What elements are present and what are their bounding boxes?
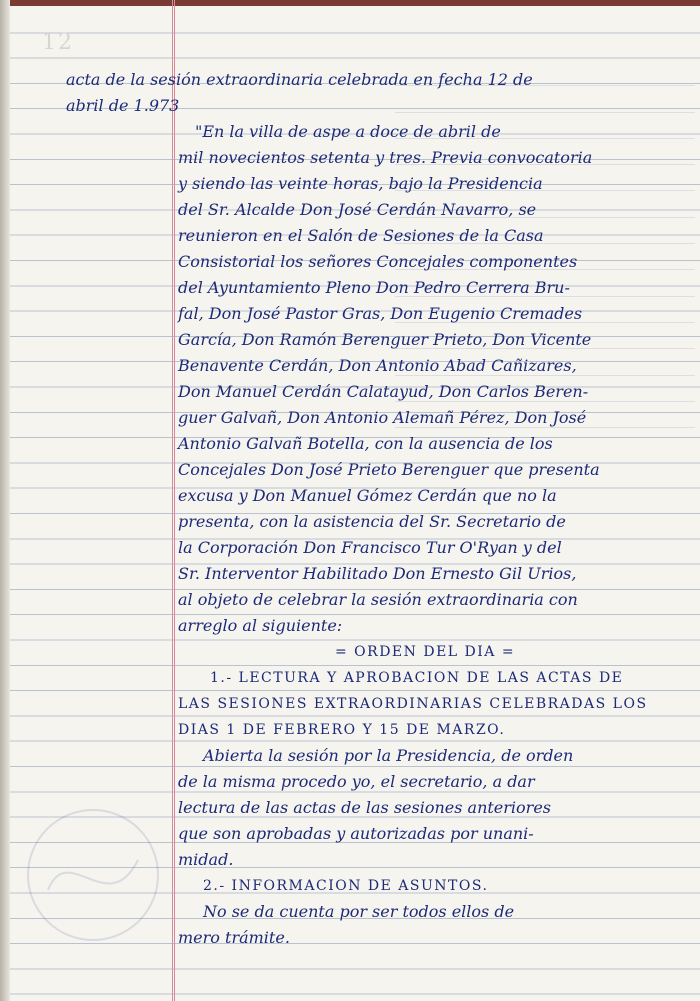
text-line: de la misma procedo yo, el secretario, a dar: [178, 772, 535, 791]
text-line: No se da cuenta por ser todos ellos de: [203, 902, 515, 921]
text-line: Abierta la sesión por la Presidencia, de orden: [203, 746, 574, 765]
text-line: del Sr. Alcalde Don José Cerdán Navarro, se: [178, 200, 537, 219]
text-line: guer Galvañ, Don Antonio Alemañ Pérez, Don José: [178, 408, 587, 427]
text-line: arreglo al siguiente:: [178, 616, 343, 635]
faded-page-number: 12: [42, 30, 74, 55]
text-line: "En la villa de aspe a doce de abril de: [195, 122, 501, 141]
text-line: midad.: [178, 850, 234, 869]
text-line: Antonio Galvañ Botella, con la ausencia de los: [178, 434, 553, 453]
text-line: al objeto de celebrar la sesión extraordinaria con: [178, 590, 578, 609]
agenda-heading: = ORDEN DEL DIA =: [335, 644, 516, 660]
text-line: fal, Don José Pastor Gras, Don Eugenio Cremades: [178, 304, 583, 323]
text-line: abril de 1.973: [66, 96, 180, 115]
text-line: del Ayuntamiento Pleno Don Pedro Cerrera Bru-: [178, 278, 570, 297]
agenda-item-title: LAS SESIONES EXTRAORDINARIAS CELEBRADAS LOS: [178, 696, 648, 712]
text-line: García, Don Ramón Berenguer Prieto, Don Vicente: [178, 330, 592, 349]
agenda-item-title: DIAS 1 DE FEBRERO Y 15 DE MARZO.: [178, 722, 506, 738]
text-line: la Corporación Don Francisco Tur O'Ryan y del: [178, 538, 562, 557]
text-line: mil novecientos setenta y tres. Previa convocatoria: [178, 148, 593, 167]
text-line: presenta, con la asistencia del Sr. Secretario de: [178, 512, 566, 531]
text-line: excusa y Don Manuel Gómez Cerdán que no la: [178, 486, 557, 505]
text-line: lectura de las actas de las sesiones anteriores: [178, 798, 551, 817]
page-top-edge: [0, 0, 700, 6]
text-line: Don Manuel Cerdán Calatayud, Don Carlos Beren-: [178, 382, 589, 401]
text-line: Concejales Don José Prieto Berenguer que presenta: [178, 460, 600, 479]
text-line: Sr. Interventor Habilitado Don Ernesto Gil Urios,: [178, 564, 577, 583]
text-line: que son aprobadas y autorizadas por unani-: [178, 824, 534, 843]
text-line: Consistorial los señores Concejales componentes: [178, 252, 578, 271]
text-line: acta de la sesión extraordinaria celebrada en fecha 12 de: [66, 70, 533, 89]
text-line: Benavente Cerdán, Don Antonio Abad Cañizares,: [178, 356, 577, 375]
agenda-item-title: 1.- LECTURA Y APROBACION DE LAS ACTAS DE: [210, 670, 624, 686]
agenda-item-title: 2.- INFORMACION DE ASUNTOS.: [203, 878, 489, 894]
text-line: y siendo las veinte horas, bajo la Presidencia: [178, 174, 543, 193]
text-line: mero trámite.: [178, 928, 290, 947]
text-line: reunieron en el Salón de Sesiones de la Casa: [178, 226, 544, 245]
